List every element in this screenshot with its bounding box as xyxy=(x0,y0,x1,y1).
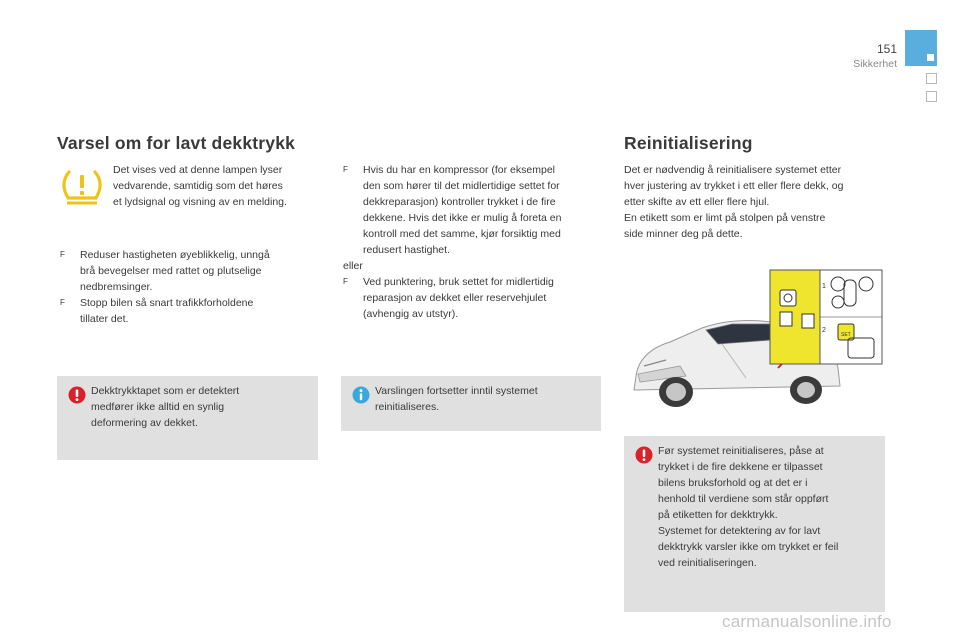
chapter-tab[interactable] xyxy=(926,73,937,84)
label-step-1: 1 xyxy=(822,283,826,290)
label-set-button: SET xyxy=(841,332,851,338)
info-icon xyxy=(352,386,370,404)
reinit-paragraph: Det er nødvendig å reinitialisere systemet etter hver justering av trykket i ett eller flere dekk, og etter skifte av ett eller flere hjul. En etikett som er limt på stolpen på venstre side minner deg på dette. xyxy=(624,164,844,240)
connector-text: eller xyxy=(343,260,363,272)
watermark: carmanualsonline.info xyxy=(722,612,892,631)
warning-exclamation-icon xyxy=(635,446,653,464)
left-bullet-list xyxy=(60,247,330,327)
list-item: F Reduser hastigheten øyeblikkelig, unngå brå bevegelser med rattet og plutselige nedbremsinger. xyxy=(60,249,270,293)
list-item: F Ved punktering, bruk settet for midlertidig reparasjon av dekket eller reservehjulet (avhengig av utstyr). xyxy=(343,276,554,320)
chapter-tab[interactable] xyxy=(926,91,937,102)
page-number: 151 xyxy=(876,42,897,56)
warning-note-deformation: Dekktrykktapet som er detektert medfører ikke alltid en synlig deformering av dekket. xyxy=(57,376,318,460)
warning-exclamation-icon xyxy=(68,386,86,404)
warning-note-before-reset: Før systemet reinitialiseres, påse at trykket i de fire dekkene er tilpasset bilens bruksforhold og at det er i henhold til verdiene som står oppført på etiketten for dekktrykk. Systemet for detektering av for lavt dekktrykk varsler ikke om trykket er feil ved reinitialiseringen. xyxy=(624,436,885,612)
section-label: Sikkerhet xyxy=(853,58,897,70)
tyre-pressure-label xyxy=(770,270,882,364)
car-tyre-label-illustration xyxy=(630,268,885,428)
list-item: F Stopp bilen så snart trafikkforholdene tillater det. xyxy=(60,297,254,325)
section-title-reinit: Reinitialisering xyxy=(624,133,753,153)
label-step-2: 2 xyxy=(822,327,826,334)
intro-text: Det vises ved at denne lampen lyser vedvarende, samtidig som det høres et lydsignal og visning av en melding. xyxy=(113,164,287,208)
info-note-reset: Varslingen fortsetter inntil systemet reinitialiseres. xyxy=(341,376,601,431)
list-item: F Hvis du har en kompressor (for eksempel den som hører til det midlertidige settet for dekkreparasjon) kontroller trykket i de fire dekkene. Hvis det ikke er mulig å foreta en kontroll med det samme, kjør forsiktig med redusert hastighet. xyxy=(343,164,562,256)
tpms-warning-lamp-icon xyxy=(60,167,104,207)
middle-bullet-list xyxy=(343,162,605,322)
chapter-tab-active[interactable] xyxy=(905,30,937,66)
section-title-low-pressure: Varsel om for lavt dekktrykk xyxy=(57,133,296,153)
